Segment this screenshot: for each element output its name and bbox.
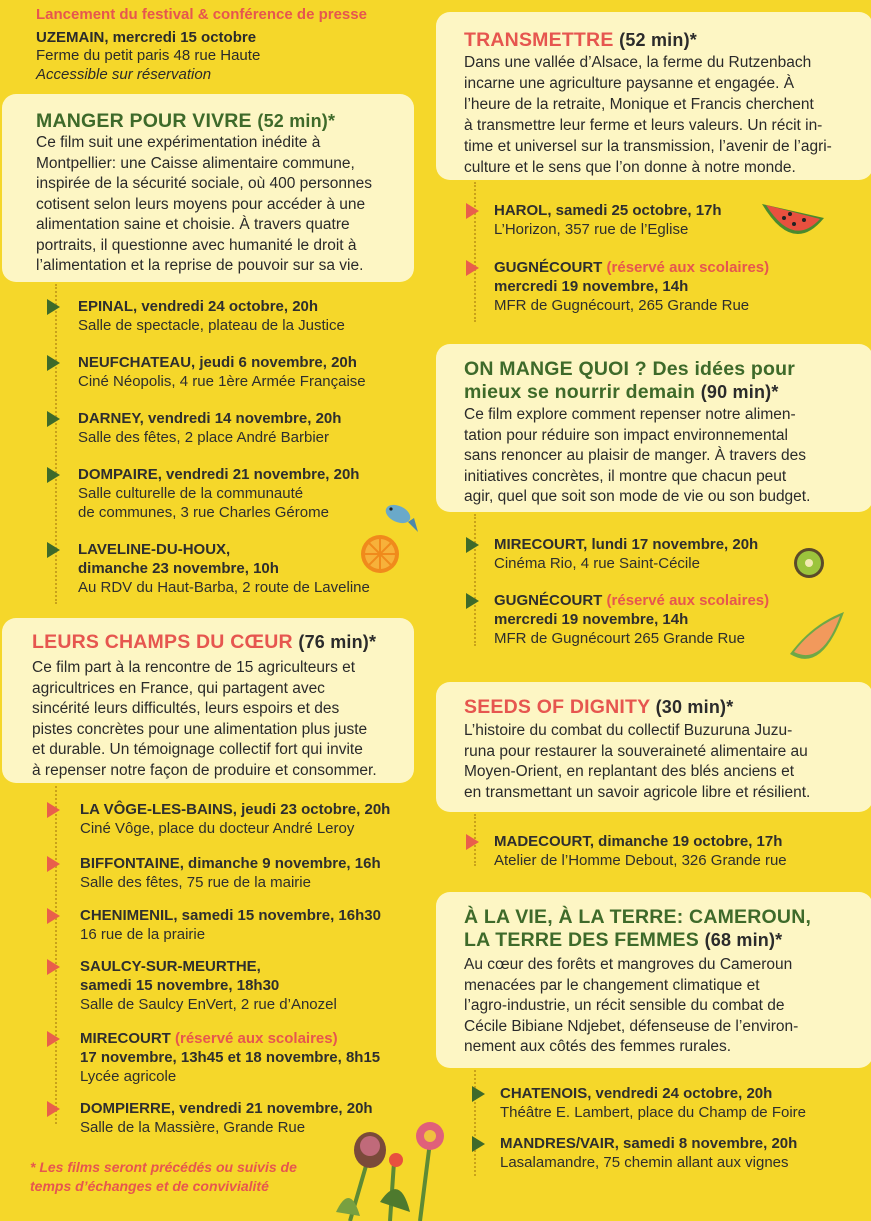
event-heading xyxy=(78,409,341,428)
event-heading xyxy=(78,297,345,316)
event-place-date: DARNEY, vendredi 14 novembre, 20h xyxy=(78,410,342,427)
film-description xyxy=(464,721,863,803)
event-marker-icon xyxy=(47,802,60,818)
event-heading xyxy=(80,854,381,873)
event-marker-icon xyxy=(47,411,60,427)
event-venue: MFR de Gugnécourt 265 Grande Rue xyxy=(494,630,745,647)
event-marker-icon xyxy=(47,542,60,558)
description-line: sincérité leurs difficultés, leurs espoirs et des xyxy=(32,700,340,717)
event-place-date: NEUFCHATEAU, jeudi 6 novembre, 20h xyxy=(78,354,357,371)
description-line: alimentation saine et choisie. À travers quatre xyxy=(36,216,350,233)
film-description xyxy=(36,133,400,277)
reserved-badge: (réservé aux scolaires) xyxy=(606,259,770,276)
film-title-text: LEURS CHAMPS DU CŒUR xyxy=(32,631,293,653)
description-line: agir, quel que soit son mode de vie ou son budget. xyxy=(464,488,811,505)
event-venue: Ciné Néopolis, 4 rue 1ère Armée Française xyxy=(78,373,366,390)
description-line: l’heure de la retraite, Monique et Francis cherchent xyxy=(464,96,814,113)
description-line: pistes concrètes pour une alimentation plus juste xyxy=(32,720,368,738)
description-line: et durable. Un témoignage collectif fort qui invite xyxy=(32,741,363,758)
event-date: 17 novembre, 13h45 et 18 novembre, 8h15 xyxy=(80,1049,381,1066)
film-title-text: À LA VIE, À LA TERRE: CAMEROUN, xyxy=(464,906,812,928)
event-marker-icon xyxy=(47,1031,60,1047)
footnote-line: temps d’échanges et de convivialité xyxy=(30,1178,269,1194)
film-title xyxy=(32,631,400,654)
event-heading xyxy=(500,1084,806,1103)
event-heading xyxy=(494,832,787,851)
description-line: cotisent selon leurs moyens pour accéder à une xyxy=(36,195,366,213)
event-marker-icon xyxy=(466,260,479,276)
description-line: Moyen-Orient, en replantant des blés anciens et xyxy=(464,763,794,780)
event-place-date: MANDRES/VAIR, samedi 8 novembre, 20h xyxy=(500,1135,798,1152)
film-card-champs xyxy=(2,618,414,783)
event-date: mercredi 19 novembre, 14h xyxy=(494,611,689,628)
event-place-date: LA VÔGE-LES-BAINS, jeudi 23 octobre, 20h xyxy=(80,801,391,818)
event-venue: MFR de Gugnécourt, 265 Grande Rue xyxy=(494,297,750,314)
film-card-seeds xyxy=(436,682,871,812)
film-card-manger xyxy=(2,94,414,282)
event-date: samedi 15 novembre, 18h30 xyxy=(80,977,280,994)
screening-event xyxy=(78,297,345,335)
screening-event xyxy=(80,800,390,838)
event-venue: Ciné Vôge, place du docteur André Leroy xyxy=(80,820,355,837)
film-title-text: ON MANGE QUOI ? Des idées pour xyxy=(464,358,796,380)
film-title-text: MANGER POUR VIVRE xyxy=(36,110,252,132)
screening-event xyxy=(80,1029,380,1086)
description-line: Au cœur des forêts et mangroves du Cameroun xyxy=(464,956,793,973)
event-heading xyxy=(494,258,769,277)
description-line: menacées par le changement climatique et xyxy=(464,976,760,994)
reserved-badge: (réservé aux scolaires) xyxy=(175,1030,338,1047)
event-marker-icon xyxy=(47,299,60,315)
film-description xyxy=(464,52,863,178)
event-marker-icon xyxy=(466,203,479,219)
screening-event xyxy=(500,1084,806,1122)
event-place-date: MIRECOURT xyxy=(80,1030,171,1047)
fish-icon xyxy=(380,498,420,534)
launch-block xyxy=(36,6,396,84)
event-heading xyxy=(78,465,359,484)
timeline-line xyxy=(55,786,57,1124)
event-marker-icon xyxy=(47,856,60,872)
reserved-badge: (réservé aux scolaires) xyxy=(606,592,770,609)
film-title xyxy=(36,110,400,133)
event-heading xyxy=(80,1099,373,1118)
screening-event xyxy=(80,957,337,1014)
description-line: à transmettre leur ferme et leurs valeurs. Un récit in- xyxy=(464,117,823,134)
film-duration: (30 min)* xyxy=(655,697,734,717)
event-place-date: MADECOURT, dimanche 19 octobre, 17h xyxy=(494,833,783,850)
orange-slice-icon xyxy=(358,532,402,576)
melon-icon xyxy=(782,604,852,670)
event-place-date: HAROL, samedi 25 octobre, 17h xyxy=(494,202,722,219)
description-line: Ce film part à la rencontre de 15 agriculteurs et xyxy=(32,659,356,676)
event-venue: Théâtre E. Lambert, place du Champ de Foire xyxy=(500,1104,806,1121)
footnote xyxy=(30,1158,350,1196)
film-title-line2: mieux se nourrir demain xyxy=(464,381,696,403)
screening-event xyxy=(78,409,341,447)
film-description xyxy=(32,658,400,781)
description-line: incarne une agriculture paysanne et engagée. À xyxy=(464,75,795,92)
film-title-text: TRANSMETTRE xyxy=(464,29,614,51)
event-venue: Lycée agricole xyxy=(80,1068,177,1085)
launch-address: Ferme du petit paris 48 rue Haute xyxy=(36,47,261,64)
screening-event xyxy=(78,353,366,391)
event-venue: Salle des fêtes, 2 place André Barbier xyxy=(78,429,329,446)
event-place-date: DOMPAIRE, vendredi 21 novembre, 20h xyxy=(78,466,360,483)
film-title xyxy=(464,29,863,52)
event-heading xyxy=(494,201,722,220)
event-heading xyxy=(80,800,390,819)
screening-event xyxy=(494,591,769,648)
film-description xyxy=(464,405,863,508)
screening-event xyxy=(80,906,381,944)
screening-event xyxy=(500,1134,797,1172)
description-line: l’alimentation et la reprise de pouvoir sur sa vie. xyxy=(36,257,364,274)
event-marker-icon xyxy=(47,959,60,975)
event-place-date: BIFFONTAINE, dimanche 9 novembre, 16h xyxy=(80,855,381,872)
event-marker-icon xyxy=(47,1101,60,1117)
film-title xyxy=(464,906,863,952)
screening-event xyxy=(494,258,769,315)
event-venue: 16 rue de la prairie xyxy=(80,926,206,943)
description-line: nement aux côtés des femmes rurales. xyxy=(464,1038,732,1055)
event-place-date: EPINAL, vendredi 24 octobre, 20h xyxy=(78,298,319,315)
event-place-date: DOMPIERRE, vendredi 21 novembre, 20h xyxy=(80,1100,373,1117)
event-place-date: MIRECOURT, lundi 17 novembre, 20h xyxy=(494,536,759,553)
description-line: portraits, il questionne avec humanité le droit à xyxy=(36,236,357,254)
event-marker-icon xyxy=(47,355,60,371)
description-line: agricultrices en France, qui partagent avec xyxy=(32,679,325,697)
description-line: l’agro-industrie, un récit sensible du combat de xyxy=(464,997,785,1014)
film-title-text: SEEDS OF DIGNITY xyxy=(464,696,650,718)
event-marker-icon xyxy=(472,1086,485,1102)
description-line: Montpellier: une Caisse alimentaire commune, xyxy=(36,154,355,172)
event-heading xyxy=(80,957,337,976)
event-date: mercredi 19 novembre, 14h xyxy=(494,278,689,295)
event-venue: Salle des fêtes, 75 rue de la mairie xyxy=(80,874,311,891)
event-venue: Atelier de l’Homme Debout, 326 Grande rue xyxy=(494,852,787,869)
event-venue: Salle culturelle de la communauté xyxy=(78,485,304,502)
film-duration: (52 min)* xyxy=(257,111,336,131)
screening-event xyxy=(80,854,381,892)
event-heading xyxy=(80,1029,380,1048)
footnote-line: * Les films seront précédés ou suivis de xyxy=(30,1159,297,1175)
film-duration: (68 min)* xyxy=(704,930,783,950)
event-marker-icon xyxy=(47,908,60,924)
film-card-transmettre xyxy=(436,12,871,180)
film-description xyxy=(464,955,863,1058)
event-place-date: CHENIMENIL, samedi 15 novembre, 16h30 xyxy=(80,907,381,924)
description-line: inspirée de la sécurité sociale, où 400 personnes xyxy=(36,175,373,192)
event-place-date: CHATENOIS, vendredi 24 octobre, 20h xyxy=(500,1085,773,1102)
film-duration: (52 min)* xyxy=(619,30,697,50)
description-line: initiatives concrètes, il montre que chacun peut xyxy=(464,467,787,485)
event-venue: de communes, 3 rue Charles Gérome xyxy=(78,504,329,521)
description-line: tation pour réduire son impact environnemental xyxy=(464,426,788,444)
screening-event xyxy=(494,201,722,239)
description-line: en transmettant un savoir agricole libre et résilient. xyxy=(464,783,811,801)
description-line: runa pour restaurer la souveraineté alimentaire au xyxy=(464,742,808,760)
description-line: culture et le sens que l’on donne à notre monde. xyxy=(464,159,796,176)
event-marker-icon xyxy=(466,593,479,609)
event-marker-icon xyxy=(47,467,60,483)
event-place-date: LAVELINE-DU-HOUX, xyxy=(78,541,231,558)
event-marker-icon xyxy=(466,537,479,553)
launch-title: Lancement du festival & conférence de presse xyxy=(36,6,367,23)
event-date: dimanche 23 novembre, 10h xyxy=(78,560,279,577)
description-line: time et universel sur la transmission, l’avenir de l’agri- xyxy=(464,138,832,155)
film-duration: (76 min)* xyxy=(298,632,377,652)
event-place-date: GUGNÉCOURT xyxy=(494,259,603,276)
description-line: Ce film explore comment repenser notre alimen- xyxy=(464,406,796,423)
film-card-quoi xyxy=(436,344,871,512)
kiwi-icon xyxy=(792,546,826,580)
event-venue: L’Horizon, 357 rue de l’Eglise xyxy=(494,221,689,238)
event-heading xyxy=(494,591,769,610)
screening-event xyxy=(78,540,370,597)
event-heading xyxy=(494,535,758,554)
description-line: sans renoncer au plaisir de manger. À travers des xyxy=(464,447,807,464)
event-marker-icon xyxy=(472,1136,485,1152)
film-card-cameroun xyxy=(436,892,871,1068)
event-heading xyxy=(80,906,381,925)
event-venue: Lasalamandre, 75 chemin allant aux vignes xyxy=(500,1154,789,1171)
event-venue: Salle de Saulcy EnVert, 2 rue d’Anozel xyxy=(80,996,337,1013)
event-venue: Salle de spectacle, plateau de la Justice xyxy=(78,317,345,334)
event-venue: Au RDV du Haut-Barba, 2 route de Laveline xyxy=(78,579,370,596)
description-line: Dans une vallée d’Alsace, la ferme du Rutzenbach xyxy=(464,54,812,71)
film-duration: (90 min)* xyxy=(700,382,779,402)
screening-event xyxy=(80,1099,373,1137)
timeline-line xyxy=(474,514,476,646)
description-line: à repenser notre façon de produire et consommer. xyxy=(32,761,377,779)
description-line: Ce film suit une expérimentation inédite à xyxy=(36,134,321,151)
event-place-date: SAULCY-SUR-MEURTHE, xyxy=(80,958,261,975)
event-heading xyxy=(78,540,370,559)
description-line: Cécile Bibiane Ndjebet, défenseuse de l’environ- xyxy=(464,1017,799,1035)
film-title-line2: LA TERRE DES FEMMES xyxy=(464,929,699,951)
film-title xyxy=(464,696,863,719)
watermelon-icon xyxy=(758,196,828,244)
event-heading xyxy=(500,1134,797,1153)
screening-event xyxy=(78,465,359,522)
event-heading xyxy=(78,353,366,372)
screening-event xyxy=(494,535,758,573)
event-venue: Cinéma Rio, 4 rue Saint-Cécile xyxy=(494,555,700,572)
film-title xyxy=(464,358,863,404)
event-place-date: GUGNÉCOURT xyxy=(494,592,603,609)
event-venue: Salle de la Massière, Grande Rue xyxy=(80,1119,306,1136)
event-marker-icon xyxy=(466,834,479,850)
launch-note: Accessible sur réservation xyxy=(36,66,212,83)
launch-place-date: UZEMAIN, mercredi 15 octobre xyxy=(36,29,257,46)
description-line: L’histoire du combat du collectif Buzuruna Juzu- xyxy=(464,722,793,739)
screening-event xyxy=(494,832,787,870)
